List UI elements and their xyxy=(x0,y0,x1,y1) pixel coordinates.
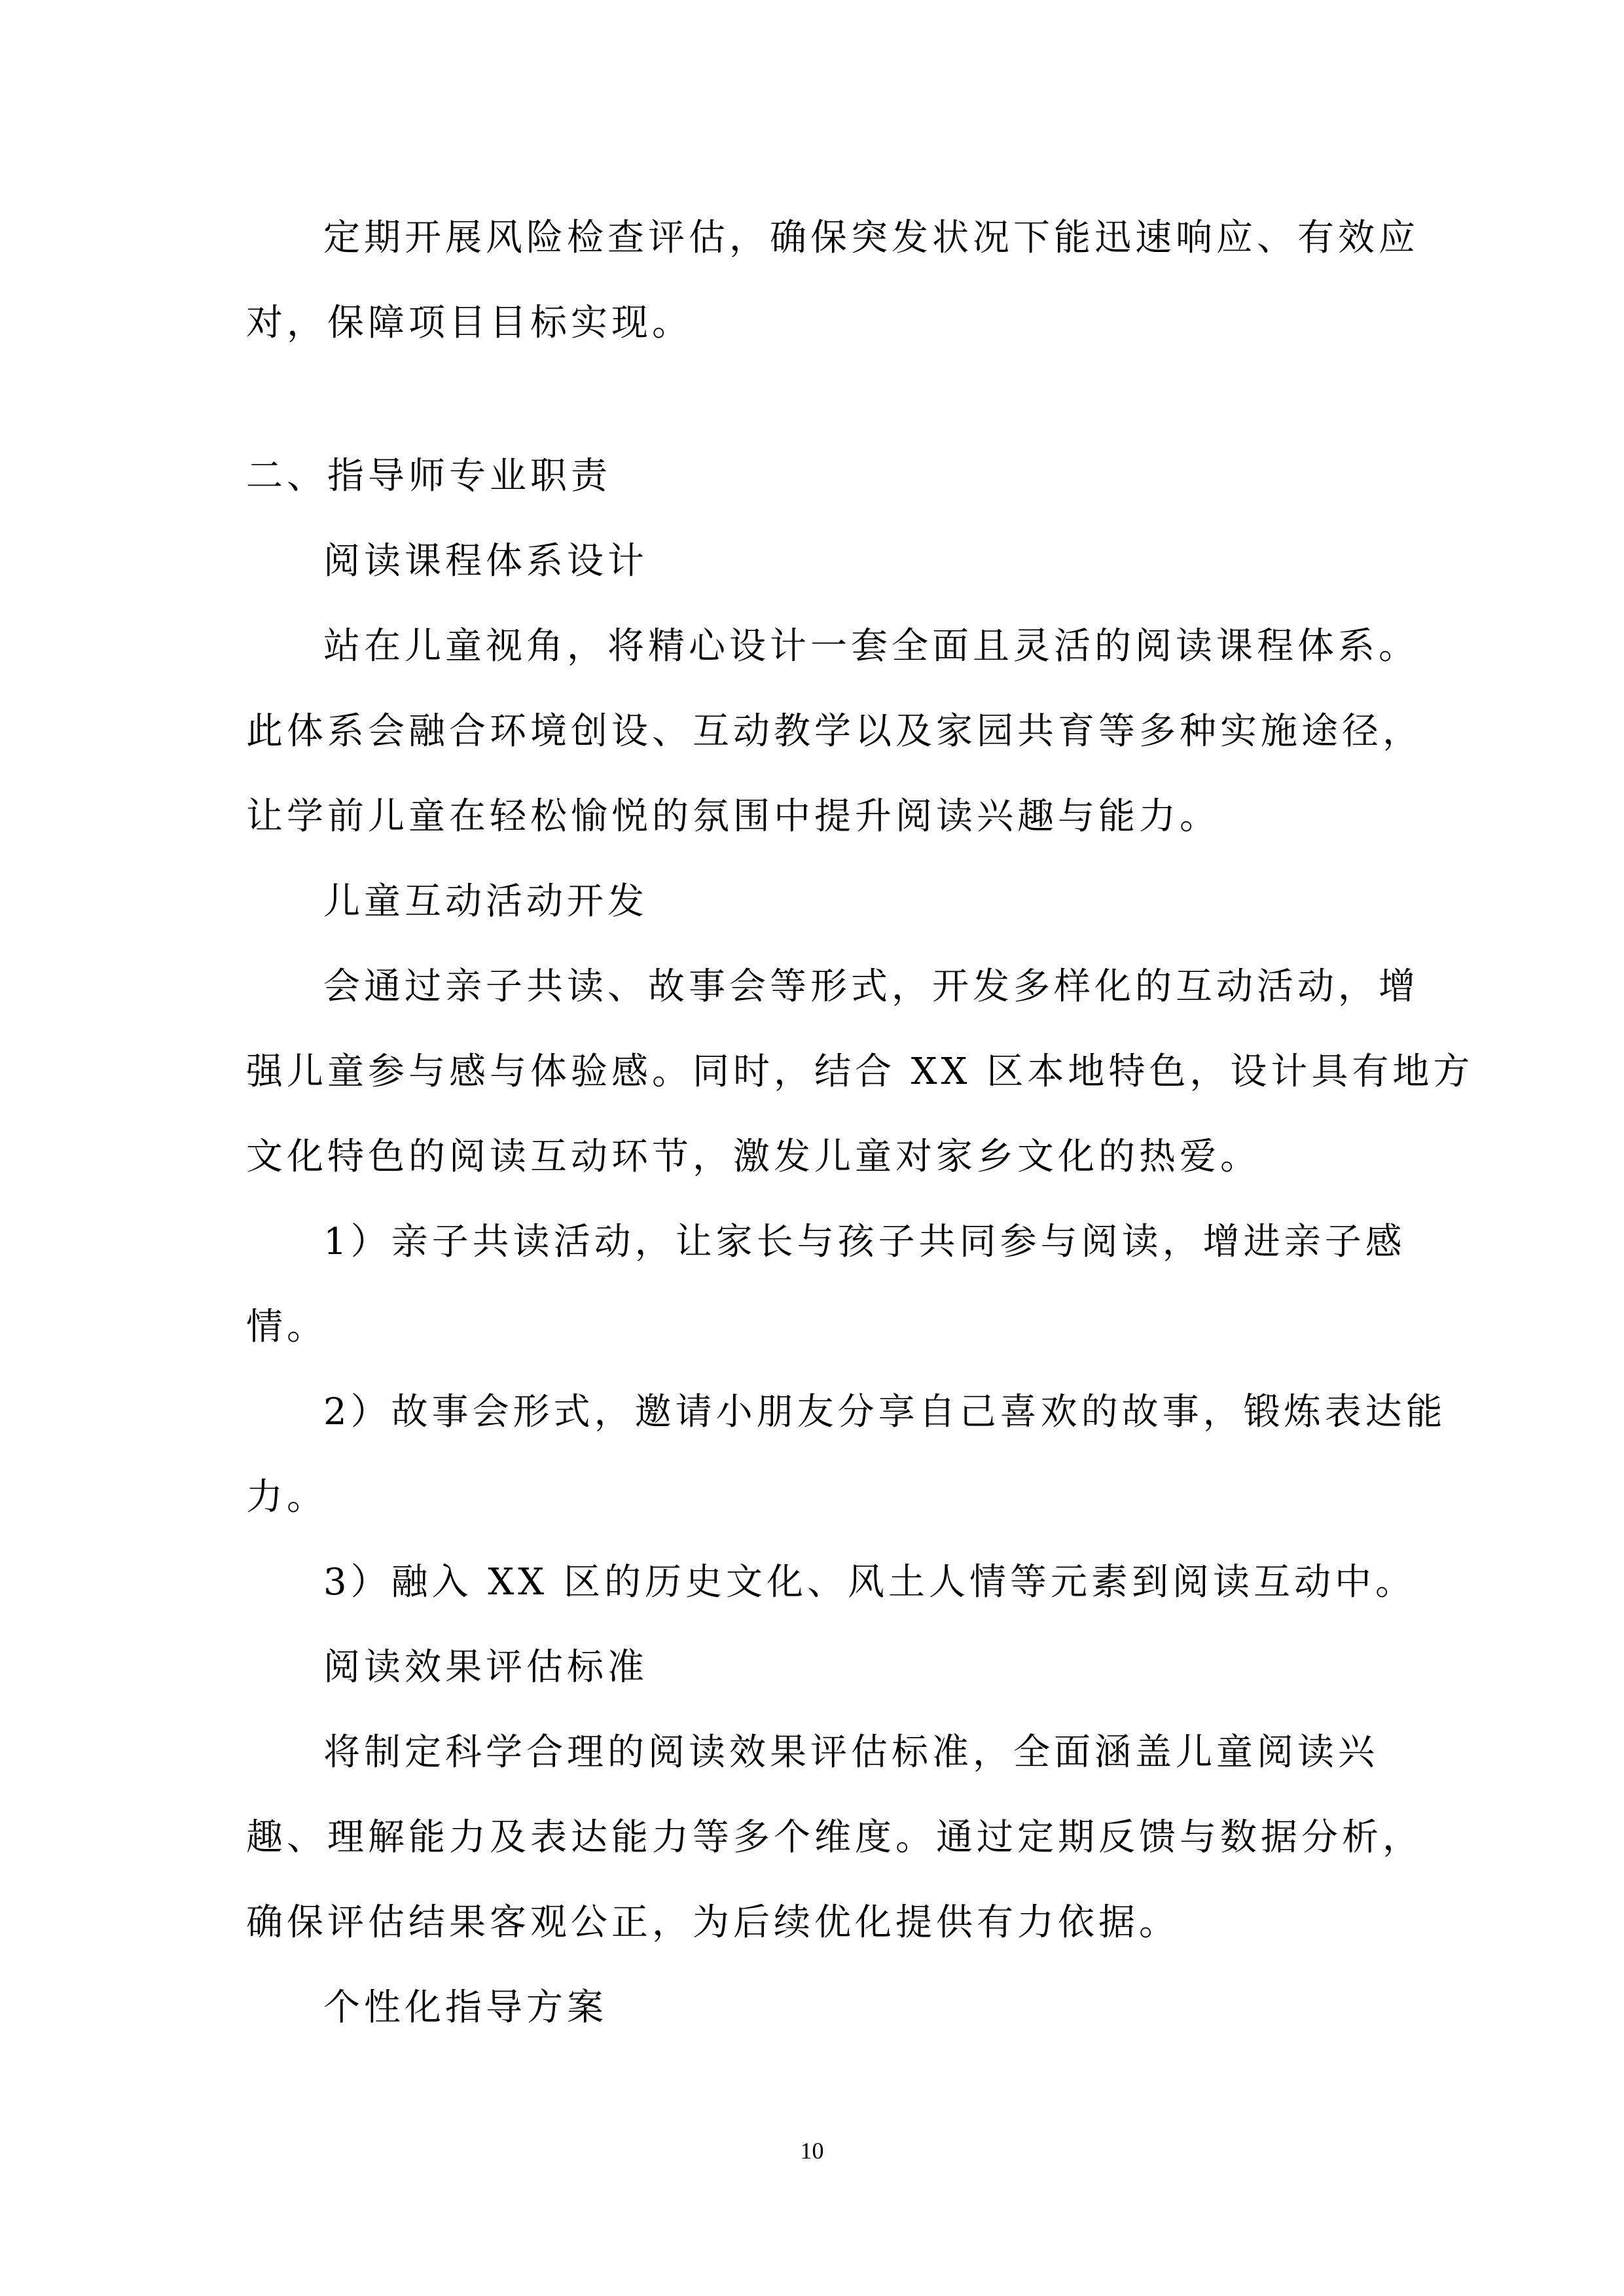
list-item-continuation: 力。 xyxy=(246,1476,327,1518)
list-item: 1）亲子共读活动，让家长与孩子共同参与阅读，增进亲子感 xyxy=(323,1221,1406,1263)
paragraph-line: 定期开展风险检查评估，确保突发状况下能迅速响应、有效应 xyxy=(323,217,1419,259)
paragraph-line: 确保评估结果客观公正，为后续优化提供有力依据。 xyxy=(246,1901,1180,1944)
paragraph-line: 此体系会融合环境创设、互动教学以及家园共育等多种实施途径， xyxy=(246,710,1423,753)
paragraph-line: 会通过亲子共读、故事会等形式，开发多样化的互动活动，增 xyxy=(323,965,1419,1008)
paragraph-line: 文化特色的阅读互动环节，激发儿童对家乡文化的热爱。 xyxy=(246,1136,1261,1178)
paragraph-line: 站在儿童视角，将精心设计一套全面且灵活的阅读课程体系。 xyxy=(323,625,1419,668)
list-item: 3）融入 XX 区的历史文化、风土人情等元素到阅读互动中。 xyxy=(323,1561,1416,1604)
paragraph-line: 强儿童参与感与体验感。同时，结合 XX 区本地特色，设计具有地方 xyxy=(246,1050,1474,1093)
paragraph-line: 将制定科学合理的阅读效果评估标准，全面涵盖儿童阅读兴 xyxy=(323,1731,1379,1774)
subsection-heading: 个性化指导方案 xyxy=(323,1986,607,2029)
page-number: 10 xyxy=(800,2138,824,2164)
subsection-heading: 儿童互动活动开发 xyxy=(323,880,648,923)
subsection-heading: 阅读效果评估标准 xyxy=(323,1646,648,1689)
paragraph-line: 让学前儿童在轻松愉悦的氛围中提升阅读兴趣与能力。 xyxy=(246,795,1220,838)
subsection-heading: 阅读课程体系设计 xyxy=(323,540,648,583)
list-item-continuation: 情。 xyxy=(246,1306,327,1348)
paragraph-line: 对，保障项目目标实现。 xyxy=(246,302,693,344)
list-item: 2）故事会形式，邀请小朋友分享自己喜欢的故事，锻炼表达能 xyxy=(323,1391,1447,1433)
paragraph-line: 趣、理解能力及表达能力等多个维度。通过定期反馈与数据分析， xyxy=(246,1816,1423,1859)
section-heading: 二、指导师专业职责 xyxy=(246,455,611,497)
